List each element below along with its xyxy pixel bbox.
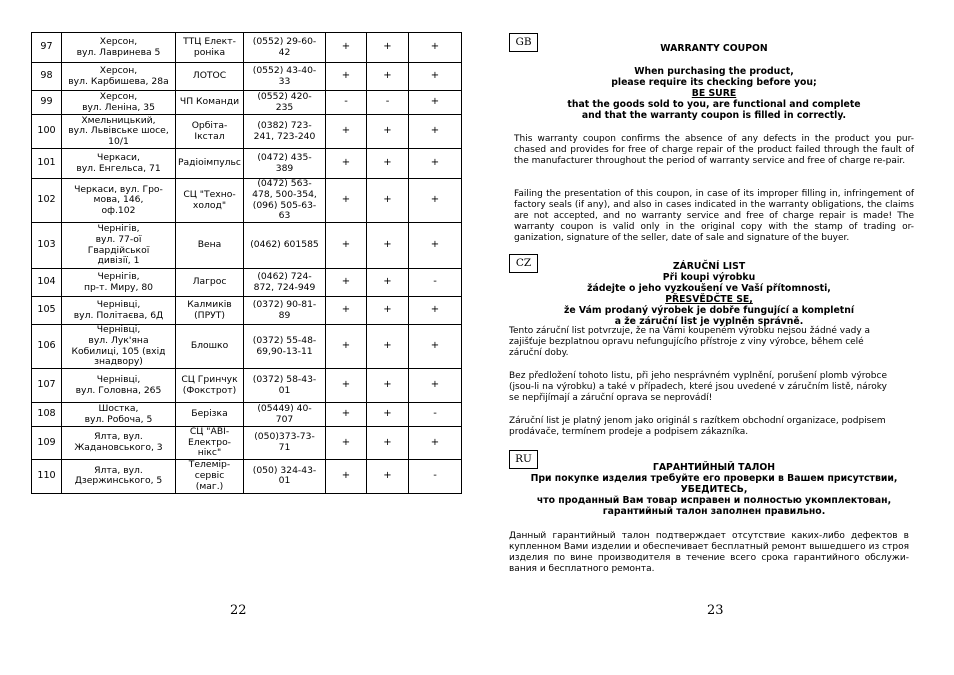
mark-cell: + [367,269,409,297]
mark-cell: + [367,223,409,269]
service-name-cell [176,459,244,493]
phone-cell-line: 42 [278,46,291,58]
service-name-cell-line: ТТЦ Елект- [183,35,236,47]
phone-cell-line: 241, 723-240 [253,130,316,142]
cz-heading-line-4: že Vám prodaný výrobek je dobře fungující a kompletní [563,305,855,316]
phone-cell [244,223,326,269]
cz-paragraph-2: Bez předložení tohoto listu, při jeho nesprávném vyplnění, porušení plomb výrobce (jsou-li na výrobku) a také v případech, které jsou uvedené v záručním listě, nároky se nepřijímají a záruční oprava se neprovádí! [509,371,887,404]
mark-cell: + [326,223,367,269]
ru-heading-line-1: При покупке изделия требуйте его проверки в Вашем присутствии, [530,473,898,484]
table-row [32,297,462,325]
service-name-cell-line: роніка [193,46,226,58]
phone-cell [244,269,326,297]
row-number: 103 [32,223,62,269]
row-number: 109 [32,427,62,460]
phone-cell-line: (0552) 420- [257,90,312,102]
gb-heading-line-3: BE SURE [691,88,737,99]
table-row [32,403,462,427]
mark-cell: + [367,325,409,369]
service-name-cell-line: нікс" [197,447,222,459]
row-number: 102 [32,179,62,223]
table-row [32,325,462,369]
gb-heading-line-4: that the goods sold to you, are functional and complete [567,99,861,110]
address-cell [62,115,176,149]
mark-cell: - [409,403,462,427]
service-name-cell [176,91,244,115]
address-cell-line: Черкаси, [97,151,140,163]
phone-cell [244,325,326,369]
ru-title: ГАРАНТИЙНЫЙ ТАЛОН [652,462,776,473]
phone-cell-line: (050) 324-43- [252,464,317,476]
address-cell-line: Чернівці, [96,324,141,336]
phone-cell [244,91,326,115]
service-name-cell [176,223,244,269]
row-number: 107 [32,369,62,403]
table-row [32,179,462,223]
row-number: 108 [32,403,62,427]
address-cell-line: вул. Політаєва, 6Д [73,309,164,321]
address-cell [62,369,176,403]
service-name-cell-line: Лагрос [192,276,227,288]
address-cell-line: Ялта, вул. [94,431,143,443]
address-cell-line: Черкаси, вул. Гро- [74,183,163,195]
phone-cell-line: 707 [275,413,294,425]
ru-heading [509,462,919,517]
mark-cell: + [367,369,409,403]
mark-cell: + [367,33,409,63]
row-number: 97 [32,33,62,63]
mark-cell: + [409,91,462,115]
ru-paragraph-1: Данный гарантийный талон подтверждает отсутствие каких-либо дефектов в купленном Вами изделии и обеспечивает бесплатный ремонт вышедшего из строя изделия по вине производителя в течение всего срока гарантийного обслужи-вания и бесплатного ремонта. [509,531,909,575]
phone-cell-line: (096) 505-63- [252,199,317,211]
address-cell [62,325,176,369]
address-cell-line: Шостка, [98,402,139,414]
address-cell-line: Чернівці, [96,298,141,310]
address-cell-line: Чернівці, [96,373,141,385]
phone-cell-line: 01 [278,384,291,396]
mark-cell: + [367,149,409,179]
service-name-cell [176,325,244,369]
service-name-cell-line: СЦ "АВІ- [189,426,230,437]
phone-cell-line: (050)373-73- [254,431,315,443]
address-cell-line: вул. Головна, 265 [75,384,162,396]
row-number: 104 [32,269,62,297]
address-cell [62,223,176,269]
cz-title: ZÁRUČNÍ LIST [672,261,746,272]
mark-cell: + [326,33,367,63]
address-cell-line: вул. Леніна, 35 [82,101,155,113]
cz-heading-line-2: žádejte o jeho vyzkoušení ve Vaší přítomnosti, [587,283,831,294]
table-row [32,223,462,269]
phone-cell-line: (0472) 435- [257,151,312,163]
service-name-cell-line: Калмиків [187,298,232,310]
mark-cell: + [409,179,462,223]
address-cell-line: Ялта, вул. [94,464,143,476]
address-cell-line: мова, 146, [93,194,144,206]
address-cell [62,149,176,179]
service-name-cell-line: Вена [197,239,222,251]
row-number: 99 [32,91,62,115]
service-name-cell [176,179,244,223]
address-cell-line: вул. Львівське шосе, [68,125,169,137]
address-cell-line: вул. Робоча, 5 [84,413,153,425]
table-row [32,115,462,149]
service-name-cell [176,63,244,91]
mark-cell: + [367,63,409,91]
phone-cell [244,459,326,493]
phone-cell [244,403,326,427]
phone-cell-line: (0552) 29-60- [252,35,317,47]
mark-cell: + [409,369,462,403]
table-row [32,33,462,63]
service-name-cell-line: холод" [192,199,227,211]
address-cell-line: 10/1 [108,135,129,147]
mark-cell: + [409,115,462,149]
table-row [32,149,462,179]
lang-badge-gb: GB [509,33,538,52]
mark-cell: - [409,269,462,297]
gb-title: WARRANTY COUPON [660,43,768,54]
cz-paragraph-3: Záruční list je platný jenom jako originál s razítkem obchodní organizace, podpisem prodávače, termínem prodeje a podpisem zákazníka. [509,416,886,438]
phone-cell-line: 71 [278,441,291,453]
service-name-cell-line: сервіс [194,469,225,481]
service-name-cell [176,297,244,325]
phone-cell-line: (0462) 601585 [250,239,319,251]
mark-cell: + [326,369,367,403]
mark-cell: - [409,459,462,493]
service-centers-table-body [32,33,462,494]
mark-cell: + [409,297,462,325]
mark-cell: + [326,269,367,297]
table-row [32,427,462,460]
address-cell [62,269,176,297]
row-number: 105 [32,297,62,325]
ru-heading-line-4: гарантийный талон заполнен правильно. [602,506,826,517]
address-cell-line: Жадановського, 3 [74,441,163,453]
address-cell-line: вул. 77-ої [95,233,142,245]
service-name-cell [176,403,244,427]
phone-cell-line: (0372) 58-43- [252,373,317,385]
row-number: 106 [32,325,62,369]
table-row [32,91,462,115]
phone-cell [244,149,326,179]
cz-heading-line-3: PŘESVĚDČTE SE, [665,294,753,305]
page-number-right: 23 [707,603,724,618]
cz-heading-line-1: Při koupi výrobku [662,272,756,283]
phone-cell-line: 69,90-13-11 [256,345,313,357]
service-centers-table [31,32,462,494]
phone-cell-line: 389 [275,162,294,174]
address-cell-line: Херсон, [99,64,138,76]
phone-cell [244,33,326,63]
phone-cell-line: (0472) 563- [257,178,312,190]
service-name-cell-line: СЦ Гринчук [181,373,238,385]
address-cell-line: Хмельницький, [81,114,156,126]
address-cell [62,179,176,223]
gb-heading-line-1: When purchasing the product, [634,66,794,77]
service-name-cell-line: (маг.) [195,480,224,492]
address-cell [62,427,176,460]
phone-cell-line: (0462) 724- [257,270,312,282]
gb-heading [509,66,919,121]
service-name-cell [176,427,244,460]
address-cell-line: Гвардійської [87,244,150,256]
row-number: 110 [32,459,62,493]
page-number-left: 22 [230,603,247,618]
mark-cell: + [326,63,367,91]
cz-heading-line-5: a že záruční list je vyplněn správně. [614,316,804,327]
mark-cell: + [367,297,409,325]
table-row [32,269,462,297]
service-name-cell [176,149,244,179]
service-name-cell-line: Блошко [190,340,229,352]
gb-paragraph-2: Failing the presentation of this coupon, in case of its improper filling in, infringement of factory seals (if any), and also in cases indicated in the warranty obligations, the claims are not accepted, and no warranty service and free of charge repair is made! The warranty coupon is valid only in the original copy with the stamp of trading or-ganization, signature of the seller, date of sale and signature of the buyer. [514,189,914,244]
mark-cell: + [409,149,462,179]
gb-heading-line-5: and that the warranty coupon is filled in correctly. [581,110,847,121]
mark-cell: + [326,179,367,223]
table-row [32,369,462,403]
address-cell-line: вул. Лавринева 5 [76,46,161,58]
phone-cell-line: (0372) 55-48- [252,334,317,346]
service-name-cell-line: Берізка [191,408,228,420]
table-row [32,63,462,91]
mark-cell: + [326,297,367,325]
service-name-cell-line: (ПРУТ) [194,309,225,321]
phone-cell-line: 235 [275,101,294,113]
service-name-cell-line: Електро- [188,436,231,448]
cz-paragraph-1: Tento záruční list potvrzuje, že na Vámi koupeném výrobku nejsou žádné vady a zajišťuje bezplatnou opravu nefungujícího přístroje z viny výrobce, během celé záruční doby. [509,326,871,359]
table-row [32,459,462,493]
address-cell-line: Дзержинського, 5 [74,475,163,487]
address-cell-line: Чернігів, [97,270,140,282]
phone-cell-line: 63 [278,210,291,222]
phone-cell-line: (0552) 43-40- [252,64,317,76]
service-name-cell-line: Радіоімпульс [178,157,241,169]
phone-cell [244,427,326,460]
phone-cell [244,63,326,91]
phone-cell-line: (0372) 90-81- [252,298,317,310]
mark-cell: + [326,403,367,427]
mark-cell: + [326,149,367,179]
address-cell-line: Чернігів, [97,223,140,235]
address-cell-line: вул. Карбишева, 28а [68,75,169,87]
row-number: 100 [32,115,62,149]
mark-cell: + [367,427,409,460]
phone-cell-line: 33 [278,75,291,87]
gb-heading-line-2: please require its checking before you; [611,77,817,88]
service-name-cell [176,369,244,403]
service-name-cell-line: ЧП Команди [179,96,240,108]
phone-cell-line: 872, 724-949 [253,281,316,293]
address-cell [62,33,176,63]
service-name-cell [176,33,244,63]
mark-cell: - [367,91,409,115]
phone-cell-line: 478, 500-354, [252,188,317,200]
address-cell-line: знадвору) [94,356,143,368]
address-cell [62,459,176,493]
service-name-cell-line: ЛОТОС [192,70,227,82]
mark-cell: + [326,459,367,493]
phone-cell-line: 01 [278,475,291,487]
row-number: 98 [32,63,62,91]
lang-badge-ru: RU [509,450,538,469]
address-cell [62,63,176,91]
mark-cell: + [326,325,367,369]
mark-cell: + [409,325,462,369]
phone-cell-line: (0382) 723- [257,119,312,131]
service-name-cell-line: (Фокстрот) [182,384,237,396]
address-cell [62,297,176,325]
address-cell-line: дивізії, 1 [97,255,140,267]
address-cell-line: оф.102 [101,204,136,216]
service-name-cell [176,115,244,149]
mark-cell: + [409,33,462,63]
phone-cell [244,369,326,403]
ru-heading-line-3: что проданный Вам товар исправен и полностью укомплектован, [536,495,892,506]
address-cell-line: Херсон, [99,90,138,102]
mark-cell: + [409,427,462,460]
service-name-cell [176,269,244,297]
phone-cell [244,297,326,325]
service-name-cell-line: Орбіта- [191,119,228,131]
cz-heading [509,261,909,327]
address-cell [62,403,176,427]
service-name-cell-line: Ікстал [194,130,225,142]
phone-cell [244,179,326,223]
phone-cell-line: 89 [278,309,291,321]
phone-cell [244,115,326,149]
mark-cell: + [367,115,409,149]
address-cell-line: пр-т. Миру, 80 [83,281,154,293]
ru-heading-line-2: УБЕДИТЕСЬ, [680,484,748,495]
lang-badge-cz: CZ [509,254,538,273]
mark-cell: - [326,91,367,115]
mark-cell: + [409,63,462,91]
mark-cell: + [367,403,409,427]
address-cell-line: вул. Енгельса, 71 [76,162,161,174]
phone-cell-line: (05449) 40- [257,402,312,414]
mark-cell: + [326,115,367,149]
mark-cell: + [367,179,409,223]
mark-cell: + [367,459,409,493]
service-name-cell-line: СЦ "Техно- [183,188,236,200]
mark-cell: + [409,223,462,269]
mark-cell: + [326,427,367,460]
address-cell-line: вул. Лук'яна [88,334,149,346]
row-number: 101 [32,149,62,179]
address-cell [62,91,176,115]
address-cell-line: Кобилиці, 105 (вхід [71,345,166,357]
gb-paragraph-1: This warranty coupon confirms the absence of any defects in the product you pur-chased and provides for free of charge repair of the product failed through the fault of the manufacturer throughout the period of warranty service and free of charge re-pair. [514,134,914,167]
address-cell-line: Херсон, [99,35,138,47]
service-name-cell-line: Телемір- [188,459,231,471]
